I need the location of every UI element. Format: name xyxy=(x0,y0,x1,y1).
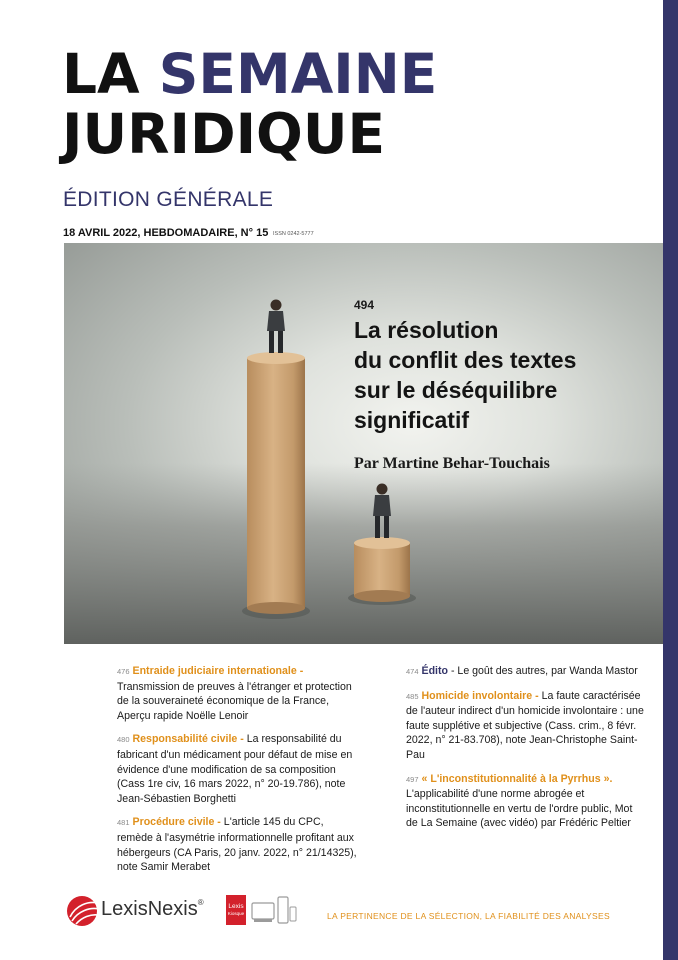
toc-page-number: 481 xyxy=(117,818,130,828)
toc-heading: Entraide judiciaire internationale - xyxy=(132,665,304,677)
toc-item xyxy=(117,815,357,874)
kiosque-label-line2: Kiosque xyxy=(227,911,245,916)
figure-tall xyxy=(267,300,285,354)
issn-label: ISSN 0242-5777 xyxy=(273,231,314,237)
toc-left-column xyxy=(117,664,357,884)
toc-heading: Édito xyxy=(421,665,448,677)
toc-body: La responsabilité du fabricant d'un médicament pour défaut de mise en évidence d'une modification de sa composition (Cass 1re civ, 16 mars 2022, n° 20-19.786), note Jean-Sébastien Borghetti xyxy=(117,733,353,805)
right-edge-bar xyxy=(663,0,678,960)
feature-author: Par Martine Behar-Touchais xyxy=(354,455,550,472)
toc-item xyxy=(406,664,646,680)
toc-page-number: 476 xyxy=(117,667,130,676)
issue-dateline: 18 AVRIL 2022, HEBDOMADAIRE, N° 15 xyxy=(63,227,269,239)
feature-title-line: significatif xyxy=(354,407,470,433)
brand-name: LexisNexis xyxy=(101,898,198,920)
toc-page-number: 485 xyxy=(406,691,419,701)
masthead-semaine: SEMAINE xyxy=(158,42,438,106)
masthead-la: LA xyxy=(62,42,140,106)
toc-item xyxy=(406,689,646,763)
toc-heading: « L'inconstitutionnalité à la Pyrrhus ». xyxy=(421,772,613,785)
brand-registered-mark: ® xyxy=(197,898,204,907)
toc-body: Transmission de preuves à l'étranger et protection de la souveraineté économique de la France, Aperçu rapide Noëlle Lenoir xyxy=(117,680,352,722)
lexis-kiosque-devices-icon xyxy=(226,891,298,929)
toc-right-column xyxy=(406,664,646,840)
toc-page-number: 474 xyxy=(406,667,419,676)
toc-body: L'applicabilité d'une norme abrogée et inconstitutionnelle en vertu de l'ordre public, Mot de La Semaine (avec vidéo) par Frédéric Peltier xyxy=(406,788,633,830)
footer-tagline: LA PERTINENCE DE LA SÉLECTION, LA FIABILITÉ DES ANALYSES xyxy=(327,911,610,921)
feature-title-line: du conflit des textes xyxy=(354,347,577,373)
toc-item xyxy=(406,772,646,831)
toc-heading: Procédure civile - xyxy=(132,816,221,829)
toc-heading: Responsabilité civile - xyxy=(132,733,244,746)
toc-heading: Homicide involontaire - xyxy=(421,689,539,702)
toc-item xyxy=(117,664,357,723)
feature-number: 494 xyxy=(354,298,375,312)
feature-title-line: La résolution xyxy=(354,317,499,343)
lexisnexis-logo-icon xyxy=(64,893,104,929)
toc-page-number: 497 xyxy=(406,774,419,784)
toc-body: La faute caractérisée de l'auteur indirect d'un homicide involontaire : une faute supplétive et subjective (Cass. crim., 8 févr. 2022, n° 21-83.708), note Jean-Christophe Saint-Pau xyxy=(406,689,644,761)
feature-title xyxy=(354,315,654,435)
toc-body: - Le goût des autres, par Wanda Mastor xyxy=(450,665,638,677)
masthead-juridique: JURIDIQUE xyxy=(62,102,386,166)
masthead-line-1 xyxy=(62,44,437,104)
kiosque-label-line1: Lexis xyxy=(228,903,244,910)
edition-label: ÉDITION GÉNÉRALE xyxy=(63,188,274,211)
toc-page-number: 480 xyxy=(117,735,130,745)
feature-title-line: sur le déséquilibre xyxy=(354,377,558,403)
lexisnexis-brand xyxy=(101,898,204,921)
toc-body: L'article 145 du CPC, remède à l'asymétrie informationnelle profitant aux hébergeurs (CA Paris, 20 janv. 2022, n° 21/14325), note Samir Merabet xyxy=(117,816,357,874)
toc-item xyxy=(117,732,357,806)
